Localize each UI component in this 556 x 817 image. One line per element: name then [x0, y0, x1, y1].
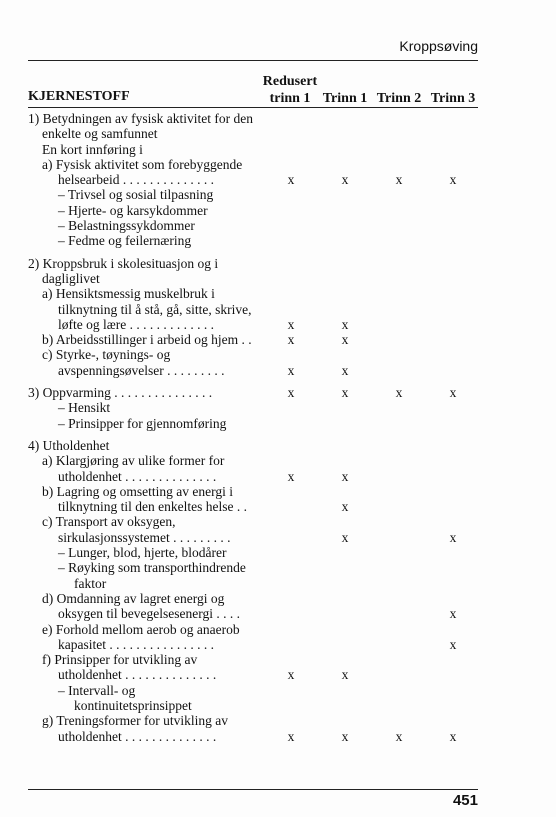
table-row — [28, 469, 478, 484]
row-text: sirkulasjonssystemet . . . . . . . . . — [58, 529, 231, 545]
row-text: dagliglivet — [42, 270, 100, 286]
table-row — [28, 332, 478, 347]
level-mark: x — [449, 636, 457, 652]
table-row — [28, 157, 478, 172]
table-row — [28, 591, 478, 606]
row-text: løfte og lære . . . . . . . . . . . . . — [58, 316, 214, 332]
table-row — [28, 530, 478, 545]
row-text: c) Transport av oksygen, — [42, 514, 176, 530]
table-row — [28, 111, 478, 126]
table-row — [28, 606, 478, 621]
table-row — [28, 637, 478, 652]
row-text: avspenningsøvelser . . . . . . . . . — [58, 362, 225, 378]
header-rule — [28, 60, 478, 61]
column-header-redusert-line1: Redusert — [262, 74, 318, 89]
table-row — [28, 416, 478, 431]
table-row — [28, 187, 478, 202]
running-title: Kroppsøving — [399, 38, 478, 54]
section-gap — [28, 378, 478, 385]
row-text: a) Hensiktsmessig muskelbruk i — [42, 286, 215, 302]
level-mark: x — [449, 385, 457, 401]
table-row — [28, 484, 478, 499]
table-row — [28, 729, 478, 744]
row-text: utholdenhet . . . . . . . . . . . . . . — [58, 468, 217, 484]
table-row — [28, 256, 478, 271]
table-row — [28, 286, 478, 301]
table-row — [28, 514, 478, 529]
table-row — [28, 499, 478, 514]
row-text: – Belastningssykdommer — [58, 218, 195, 234]
column-header-trinn2: Trinn 2 — [376, 91, 422, 106]
row-text: c) Styrke-, tøynings- og — [42, 347, 171, 363]
row-text: – Røyking som transporthindrende — [58, 560, 246, 576]
row-text: tilknytning til å stå, gå, sitte, skrive, — [58, 301, 252, 317]
table-row — [28, 622, 478, 637]
level-mark: x — [341, 362, 349, 378]
table-row — [28, 400, 478, 415]
level-mark: x — [449, 529, 457, 545]
level-mark: x — [341, 172, 349, 188]
row-text: utholdenhet . . . . . . . . . . . . . . — [58, 728, 217, 744]
row-text: – Trivsel og sosial tilpasning — [58, 187, 214, 203]
row-text: – Lunger, blod, hjerte, blodårer — [58, 545, 227, 561]
table-row — [28, 683, 478, 698]
table-row — [28, 347, 478, 362]
table-row — [28, 142, 478, 157]
row-text: a) Klargjøring av ulike former for — [42, 453, 225, 469]
table-row — [28, 667, 478, 682]
level-mark: x — [341, 499, 349, 515]
table-row — [28, 438, 478, 453]
level-mark: x — [341, 468, 349, 484]
row-text: utholdenhet . . . . . . . . . . . . . . — [58, 667, 217, 683]
table-row — [28, 385, 478, 400]
level-mark: x — [287, 332, 295, 348]
column-header-trinn1: Trinn 1 — [322, 91, 368, 106]
row-text: – Hensikt — [58, 400, 111, 416]
row-text: – Prinsipper for gjennomføring — [58, 415, 227, 431]
row-text: 2) Kroppsbruk i skolesituasjon og i — [28, 255, 219, 271]
table-row — [28, 203, 478, 218]
table-row — [28, 713, 478, 728]
level-mark: x — [341, 667, 349, 683]
table-row — [28, 363, 478, 378]
column-header-redusert — [262, 73, 318, 107]
table-row — [28, 233, 478, 248]
level-mark: x — [287, 468, 295, 484]
table-row — [28, 271, 478, 286]
level-mark: x — [287, 316, 295, 332]
level-mark: x — [341, 332, 349, 348]
table-row — [28, 126, 478, 141]
table-row — [28, 545, 478, 560]
page-number: 451 — [452, 792, 478, 809]
level-mark: x — [287, 728, 295, 744]
level-mark: x — [395, 172, 403, 188]
table-row — [28, 317, 478, 332]
column-header-rule — [28, 107, 478, 108]
row-text: – Fedme og feilernæring — [58, 233, 192, 249]
row-text: 3) Oppvarming . . . . . . . . . . . . . . . — [28, 385, 213, 401]
level-mark: x — [341, 316, 349, 332]
section-gap — [28, 431, 478, 438]
level-mark: x — [287, 667, 295, 683]
row-text: kontinuitetsprinsippet — [74, 697, 192, 713]
row-text: 4) Utholdenhet — [28, 437, 110, 453]
row-text: helsearbeid . . . . . . . . . . . . . . — [58, 172, 214, 188]
table-row — [28, 560, 478, 575]
row-text: d) Omdanning av lagret energi og — [42, 590, 225, 606]
table-row — [28, 218, 478, 233]
level-mark: x — [341, 385, 349, 401]
row-text: b) Lagring og omsetting av energi i — [42, 483, 233, 499]
row-text: f) Prinsipper for utvikling av — [42, 652, 198, 668]
table-row — [28, 302, 478, 317]
level-mark: x — [449, 606, 457, 622]
table-row — [28, 652, 478, 667]
footer-rule — [28, 789, 478, 790]
level-mark: x — [287, 362, 295, 378]
row-text: enkelte og samfunnet — [42, 126, 158, 142]
row-text: – Intervall- og — [58, 682, 136, 698]
column-header-redusert-line2: trinn 1 — [269, 91, 311, 106]
column-header-trinn3: Trinn 3 — [430, 91, 476, 106]
level-mark: x — [287, 385, 295, 401]
level-mark: x — [395, 385, 403, 401]
row-text: kapasitet . . . . . . . . . . . . . . . . — [58, 636, 214, 652]
row-text: faktor — [74, 575, 107, 591]
row-text: b) Arbeidsstillinger i arbeid og hjem . . — [42, 332, 252, 348]
row-text: g) Treningsformer for utvikling av — [42, 713, 228, 729]
table-row — [28, 576, 478, 591]
row-text: oksygen til bevegelsesenergi . . . . — [58, 606, 240, 622]
level-mark: x — [395, 728, 403, 744]
row-text: a) Fysisk aktivitet som forebyggende — [42, 156, 243, 172]
level-mark: x — [287, 172, 295, 188]
table-row — [28, 453, 478, 468]
row-text: tilknytning til den enkeltes helse . . — [58, 499, 247, 515]
curriculum-table — [28, 111, 478, 744]
row-text: e) Forhold mellom aerob og anaerob — [42, 621, 240, 637]
level-mark: x — [341, 529, 349, 545]
level-mark: x — [449, 728, 457, 744]
table-row — [28, 172, 478, 187]
row-text: – Hjerte- og karsykdommer — [58, 202, 208, 218]
row-text: 1) Betydningen av fysisk aktivitet for den — [28, 111, 253, 126]
level-mark: x — [341, 728, 349, 744]
table-row — [28, 698, 478, 713]
level-mark: x — [449, 172, 457, 188]
section-gap — [28, 249, 478, 256]
row-text: En kort innføring i — [42, 141, 143, 157]
column-header-kjernestoff: KJERNESTOFF — [28, 89, 130, 104]
